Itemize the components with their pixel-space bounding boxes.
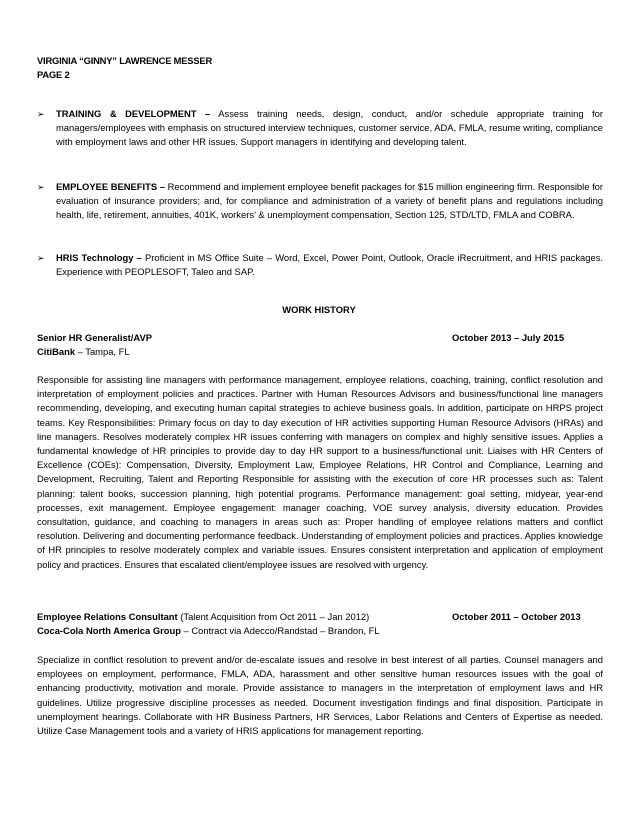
job-company: CitiBank <box>37 346 76 357</box>
arrow-bullet-icon: ➢ <box>37 109 45 119</box>
job-company-row <box>37 345 603 359</box>
job-title: Employee Relations Consultant <box>37 611 178 622</box>
job-description: Responsible for assisting line managers with performance management, employee relations, coaching, training, conflict resolution and interpretation of employment policies and practices. Partner with Human Resources Advisors and business/functional line managers recommending, developing, and executing human capital strategies to achieve business goals. In addition, participate on HRPS project teams. Key Responsibilities: Primary focus on day to day execution of HR activities supporting Human Resource Advisors (HRAs) and line managers. Resolves moderately complex HR issues conferring with managers on complex and highly sensitive issues. Applies a fundamental knowledge of HR principles to provide day to day HR support to a business/functional unit. Liaises with HR Centers of Excellence (COEs): Compensation, Diversity, Employment Law, Employee Relations, HR Control and Compliance, Learning and Development, Recruiting, Talent and Reporting Responsible for assisting with the execution of core HR processes such as: Talent planning: talent books, succession planning, high potential programs. Performance management: goal setting, midyear, year-end processes, exit management. Employee engagement: manager coaching, VOE survey analysis, diversity education. Provides consultation, guidance, and coaching to managers in areas such as: Proper handling of employee relations matters and conflict resolution. Delivering and documenting performance feedback. Understanding of employment policies and practices. Applies knowledge of HR principles to resolve moderately complex and variable issues. Ensures consistent interpretation and application of employment policy and practices. Ensures that escalated client/employee issues are resolved with urgency. <box>37 374 603 570</box>
page-number: PAGE 2 <box>37 69 70 80</box>
arrow-bullet-icon: ➢ <box>37 253 45 263</box>
job-title-note: (Talent Acquisition from Oct 2011 – Jan 2012) <box>177 611 370 622</box>
job-title-row <box>37 331 603 345</box>
candidate-name: VIRGINIA “GINNY” LAWRENCE MESSER <box>37 55 213 66</box>
job-company-row <box>37 624 603 638</box>
arrow-bullet-icon: ➢ <box>37 182 45 192</box>
skill-bullet-hris <box>37 251 603 279</box>
skill-text: Recommend and implement employee benefit packages for $15 million engineering firm. Responsible for evaluation of insurance providers; and, for compliance and administration of a variety of benefit plans and regulations including health, life, retirement, annuities, 401K, workers’ & unemployment compensation, Section 125, STD/LTD, FMLA and COBRA. <box>56 181 604 221</box>
job-dates: October 2013 – July 2015 <box>452 332 565 343</box>
skill-title: TRAINING & DEVELOPMENT – <box>56 108 211 119</box>
skill-title: HRIS Technology – <box>56 252 142 263</box>
job-location: – Contract via Adecco/Randstad – Brandon, FL <box>180 625 380 636</box>
job-title-row <box>37 610 603 624</box>
work-history-heading: WORK HISTORY <box>282 304 356 315</box>
job-company: Coca-Cola North America Group <box>37 625 181 636</box>
job-description: Specialize in conflict resolution to prevent and/or de-escalate issues and resolve in best interest of all parties. Counsel managers and employees on employment, performance, FMLA, ADA, harassment and other sensitive human resources issues with the goal of enhancing productivity, motivation and morale. Provide assistance to managers in the interpretation of employment laws and HR guidelines. Utilize progressive discipline processes as needed. Document investigation findings and final disposition. Participate in unemployment hearings. Collaborate with HR Business Partners, HR Services, Labor Relations and Centers of Expertise as needed. Utilize Case Management tools and a variety of HRIS applications for management reporting. <box>37 654 603 737</box>
job-title: Senior HR Generalist/AVP <box>37 332 152 343</box>
job-location: – Tampa, FL <box>75 346 130 357</box>
job-dates: October 2011 – October 2013 <box>452 611 581 622</box>
skill-bullet-benefits <box>37 180 603 223</box>
skill-text: Proficient in MS Office Suite – Word, Excel, Power Point, Outlook, Oracle iRecruitment, and HRIS packages. Experience with PEOPLESOFT, Taleo and SAP. <box>56 252 603 278</box>
skill-text: Assess training needs, design, conduct, and/or schedule appropriate training for managers/employees with emphasis on structured interview techniques, customer service, ADA, FMLA, resume writing, compliance with employment laws and other HR issues. Support managers in identifying and developing talent. <box>56 108 603 148</box>
skill-bullet-training <box>37 107 603 150</box>
skill-title: EMPLOYEE BENEFITS – <box>56 181 165 192</box>
